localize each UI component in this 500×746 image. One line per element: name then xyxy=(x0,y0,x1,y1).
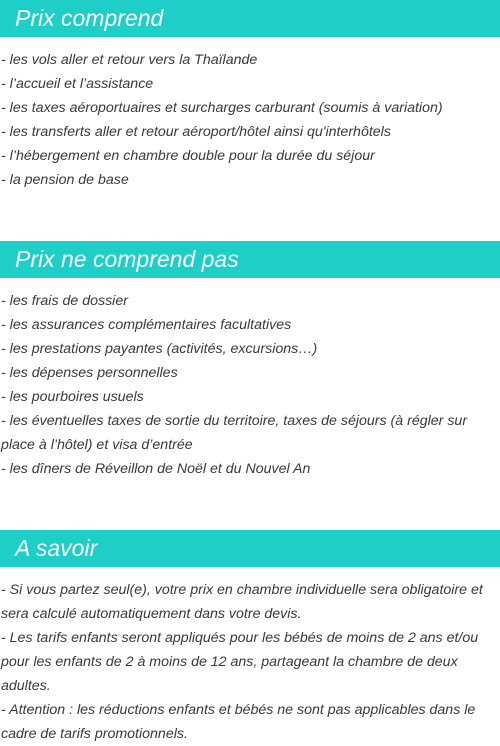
list-item: - les éventuelles taxes de sortie du territoire, taxes de séjours (à régler sur place à l’hôtel) et visa d’entrée xyxy=(1,413,468,453)
section-header-prix-comprend: Prix comprend xyxy=(0,0,500,37)
list-item: - les prestations payantes (activités, excursions…) xyxy=(1,341,318,357)
list-item: - les dîners de Réveillon de Noël et du Nouvel An xyxy=(1,461,311,477)
list-item: - les assurances complémentaires facultatives xyxy=(1,317,292,333)
list-item: - les transferts aller et retour aéroport/hôtel ainsi qu'interhôtels xyxy=(1,124,391,140)
section-header-prix-ne-comprend-pas: Prix ne comprend pas xyxy=(0,241,500,278)
list-item: - l’hébergement en chambre double pour la durée du séjour xyxy=(1,148,375,164)
section-header-a-savoir: A savoir xyxy=(0,530,500,567)
list-item: - les taxes aéroportuaires et surcharges carburant (soumis à variation) xyxy=(1,100,443,116)
list-prix-comprend xyxy=(0,48,500,192)
list-item: - Si vous partez seul(e), votre prix en chambre individuelle sera obligatoire et sera calculé automatiquement dans votre devis. xyxy=(1,582,483,622)
list-prix-ne-comprend-pas xyxy=(0,289,500,481)
list-item: - Les tarifs enfants seront appliqués pour les bébés de moins de 2 ans et/ou pour les enfants de 2 à moins de 12 ans, partageant la chambre de deux adultes. xyxy=(1,630,479,694)
list-item: - l’accueil et l’assistance xyxy=(1,76,154,92)
list-item: - les dépenses personnelles xyxy=(1,365,178,381)
list-item: - les vols aller et retour vers la Thaïlande xyxy=(1,52,258,68)
list-item: - la pension de base xyxy=(1,172,129,188)
list-item: - les frais de dossier xyxy=(1,293,128,309)
list-item: - les pourboires usuels xyxy=(1,389,144,405)
list-item: - Attention : les réductions enfants et bébés ne sont pas applicables dans le cadre de tarifs promotionnels. xyxy=(1,702,476,742)
